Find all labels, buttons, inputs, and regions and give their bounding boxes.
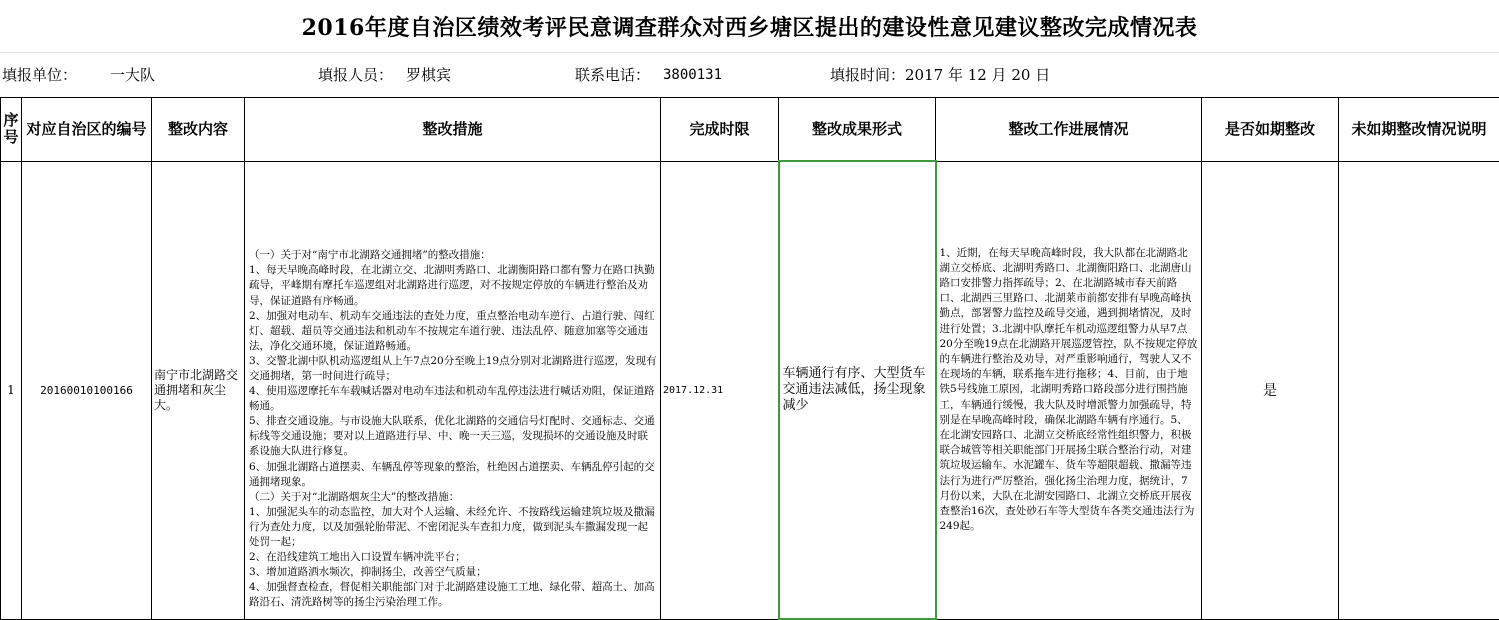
person-value: 罗棋宾 bbox=[406, 62, 451, 88]
rectification-table bbox=[0, 97, 1499, 620]
header-content: 整改内容 bbox=[152, 98, 245, 162]
row-number: 1 bbox=[1, 161, 22, 619]
title-divider bbox=[0, 52, 1499, 53]
header-result: 整改成果形式 bbox=[779, 98, 936, 162]
row-notes bbox=[1339, 161, 1499, 619]
header-progress: 整改工作进展情况 bbox=[936, 98, 1202, 162]
row-ontime: 是 bbox=[1202, 161, 1339, 619]
phone-label: 联系电话： bbox=[575, 62, 650, 88]
header-ontime: 是否如期整改 bbox=[1202, 98, 1339, 162]
header-notes: 未如期整改情况说明 bbox=[1339, 98, 1499, 162]
row-progress: 1、近期，在每天早晚高峰时段，我大队都在北湖路北湖立交桥底、北湖明秀路口、北湖衡阳路口、北湖唐山路口安排警力指挥疏导；2、在北湖路城市春天前路口、北湖西三里路口、北湖莱市前都安排有早晚高峰执勤点，部署警力监控及疏导交通，遇到拥堵情况，及时进行处置；3.北湖中队摩托车机动巡逻组警力从早7点20分至晚19点在北湖路开展巡逻管控，队不按规定停放的车辆进行整治及劝导，对严重影响通行，驾驶人又不在现场的车辆，联系拖车进行拖移；4、目前，由于地铁5号线施工原因，北湖明秀路口路段部分进行围挡施工，车辆通行缓慢，我大队及时增派警力加强疏导，特别是在早晚高峰时段，确保北湖路车辆有序通行。5、在北湖安园路口、北湖立交桥底经常性组织警力，积极联合城管等相关职能部门开展扬尘联合整治行动，对建筑垃圾运输车、水泥罐车、货车等超限超载、撒漏等违法行为进行严厉整治，强化扬尘治理力度，据统计，7月份以来，大队在北湖安园路口、北湖立交桥底开展夜查整治16次，查处砂石车等大型货车各类交通违法行为249起。 bbox=[936, 161, 1202, 619]
row-content: 南宁市北湖路交通拥堵和灰尘大。 bbox=[152, 161, 245, 619]
phone-value: 3800131 bbox=[663, 62, 722, 88]
unit-label: 填报单位： bbox=[2, 62, 77, 88]
row-deadline: 2017.12.31 bbox=[661, 161, 779, 619]
header-row bbox=[1, 98, 1499, 162]
row-measures bbox=[245, 161, 661, 619]
unit-value: 一大队 bbox=[110, 62, 155, 88]
header-code: 对应自治区的编号 bbox=[22, 98, 152, 162]
person-label: 填报人员： bbox=[318, 62, 393, 88]
row-result[interactable]: 车辆通行有序、大型货车交通违法减低，扬尘现象减少 bbox=[779, 161, 936, 619]
header-no: 序号 bbox=[1, 98, 22, 162]
report-title: 2016年度自治区绩效考评民意调查群众对西乡塘区提出的建设性意见建议整改完成情况表 bbox=[0, 0, 1499, 52]
table-row bbox=[1, 161, 1499, 619]
header-deadline: 完成时限 bbox=[661, 98, 779, 162]
row-measures-text: （一）关于对“南宁市北湖路交通拥堵”的整改措施： 1、每天早晚高峰时段，在北湖立交、北湖明秀路口、北湖衡阳路口都有警力在路口执勤疏导，平峰期有摩托车巡逻组对北湖路进行巡逻，对不按规定停放的车辆进行整治及劝导，保证道路有序畅通。 2、加强对电动车、机动车交通违法的查处力度，重点整治电动车逆行、占道行驶、闯红灯、超载、超员等交通违法和机动车不按规定车道行驶、违法乱停、随意加塞等交通违法，净化交通环境，保证道路畅通。 3、交警北湖中队机动巡逻组从上午7点20分至晚上19点分别对北湖路进行巡逻，发现有交通拥堵，第一时间进行疏导； 4、使用巡逻摩托车车载喊话器对电动车违法和机动车乱停违法进行喊话劝阻，保证道路畅通。 5、排查交通设施。与市设施大队联系，优化北湖路的交通信号灯配时、交通标志、交通标线等交通设施；要对以上道路进行早、中、晚一天三巡，发现损坏的交通设施及时联系设施大队进行修复。 6、加强北湖路占道摆卖、车辆乱停等现象的整治，杜绝因占道摆卖、车辆乱停引起的交通拥堵现象。 （二）关于对“北湖路烟灰尘大”的整改措施： 1、加强泥头车的动态监控，加大对个人运输、未经允许、不按路线运输建筑垃圾及撒漏行为查处力度，以及加强轮胎带泥、不密闭泥头车查扣力度，做到泥头车撒漏发现一起处罚一起； 2、在沿线建筑工地出入口设置车辆冲洗平台； 3、增加道路洒水频次，抑制扬尘，改善空气质量； 4、加强督查检查，督促相关职能部门对于北湖路建设施工工地、绿化带、超高土、加高路沿石、清洗路树等的扬尘污染治理工作。 bbox=[249, 248, 657, 618]
row-code: 20160010100166 bbox=[22, 161, 152, 619]
header-measures: 整改措施 bbox=[245, 98, 661, 162]
report-date: 填报时间：2017 年 12 月 20 日 bbox=[830, 62, 1050, 88]
